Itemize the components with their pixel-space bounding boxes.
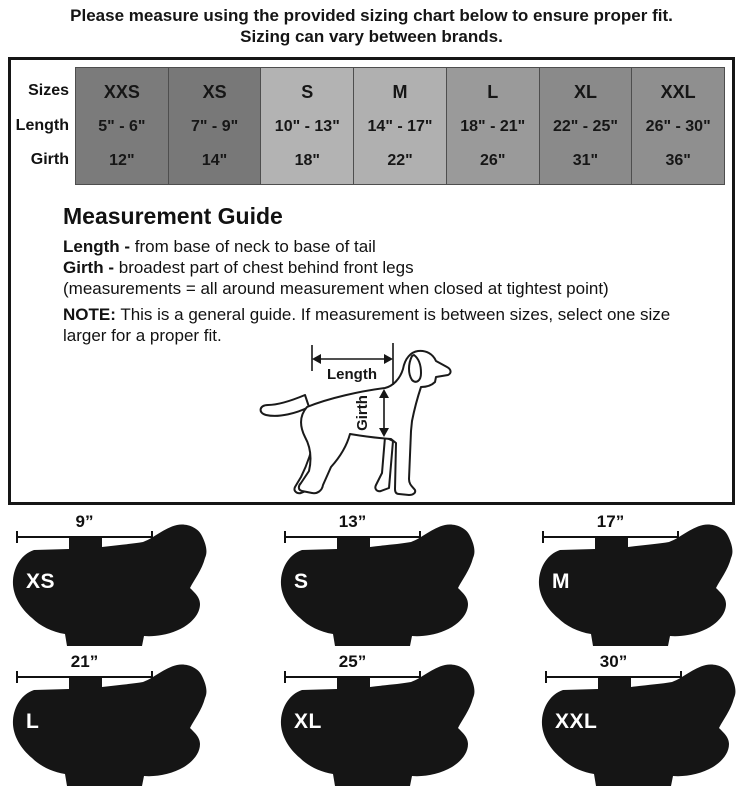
size-L-girth: 26"	[480, 152, 506, 169]
coat-size-tag-M: M	[552, 570, 570, 593]
size-S-girth: 18"	[294, 152, 320, 169]
measurement-guide	[63, 203, 711, 346]
guide-parenthetical: (measurements = all around measurement when closed at tightest point)	[63, 279, 609, 298]
table-row-label-length: Length	[15, 117, 69, 134]
size-XXL-girth: 36"	[665, 152, 691, 169]
size-XS-size: XS	[202, 81, 227, 102]
guide-girth-desc: broadest part of chest behind front legs	[118, 258, 414, 277]
guide-note-desc: This is a general guide. If measurement is between sizes, select one size larger for a proper fit.	[63, 305, 671, 345]
size-S-size: S	[301, 81, 314, 102]
coat-size-tag-L: L	[26, 710, 40, 733]
coat-back-length-XL: 25”	[338, 652, 367, 671]
coat-cell-L	[12, 650, 222, 790]
coat-silhouette-L	[12, 662, 209, 788]
size-column-XXS	[75, 67, 169, 185]
guide-girth-term: Girth -	[63, 258, 114, 277]
size-table-columns	[75, 67, 725, 185]
size-XS-length: 7" - 9"	[190, 118, 239, 135]
coat-cell-XL	[280, 650, 490, 790]
size-XXL-size: XXL	[660, 81, 696, 102]
guide-length-term: Length -	[63, 237, 131, 256]
coats-grid	[0, 505, 743, 781]
dog-length-label: Length	[327, 366, 377, 383]
size-XXS-size: XXS	[103, 81, 140, 102]
size-M-girth: 22"	[387, 152, 413, 169]
coat-back-length-S: 13”	[338, 512, 367, 531]
size-XS-girth: 14"	[201, 152, 228, 169]
size-column-XL	[540, 67, 633, 185]
guide-note	[63, 304, 711, 346]
size-column-L	[447, 67, 540, 185]
dog-measurement-diagram	[255, 341, 455, 499]
size-column-S	[261, 67, 354, 185]
size-XL-length: 22" - 25"	[552, 118, 618, 135]
coat-back-length-XXL: 30”	[599, 652, 628, 671]
coat-back-length-M: 17”	[596, 512, 625, 531]
size-XL-girth: 31"	[572, 152, 599, 169]
coat-silhouette-S	[280, 522, 477, 648]
coat-back-length-XS: 9”	[75, 512, 94, 531]
size-XXS-girth: 12"	[109, 152, 135, 169]
size-XL-size: XL	[573, 81, 597, 102]
size-M-length: 14" - 17"	[367, 118, 433, 135]
guide-length-desc: from base of neck to base of tail	[134, 237, 376, 256]
coat-cell-XXL	[541, 650, 743, 790]
coat-size-tag-XL: XL	[294, 710, 322, 733]
size-L-size: L	[487, 81, 499, 102]
size-XXL-length: 26" - 30"	[645, 118, 711, 135]
size-M-size: M	[392, 81, 408, 102]
coat-size-tag-XS: XS	[26, 570, 56, 593]
size-XXS-length: 5" - 6"	[98, 118, 146, 135]
size-S-length: 10" - 13"	[274, 118, 340, 135]
dog-far-front-leg	[375, 437, 393, 491]
table-row-label-girth: Girth	[30, 151, 69, 168]
dog-tail	[261, 395, 309, 416]
size-L-length: 18" - 21"	[460, 118, 526, 135]
header-instructions	[0, 5, 743, 47]
size-column-M	[354, 67, 447, 185]
measurement-guide-title: Measurement Guide	[63, 203, 283, 229]
coat-cell-M	[538, 510, 743, 650]
guide-note-term: NOTE:	[63, 305, 116, 324]
coat-size-tag-S: S	[294, 570, 309, 593]
sizing-chart-box	[8, 57, 735, 505]
header-line2: Sizing can vary between brands.	[240, 27, 503, 46]
table-row-label-sizes: Sizes	[28, 82, 69, 99]
coat-back-length-L: 21”	[70, 652, 99, 671]
coat-cell-XS	[12, 510, 222, 650]
size-column-XXL	[632, 67, 725, 185]
guide-girth-line	[63, 257, 711, 278]
coat-cell-S	[280, 510, 490, 650]
coat-size-tag-XXL: XXL	[555, 710, 598, 733]
guide-length-line	[63, 236, 711, 257]
size-column-XS	[169, 67, 262, 185]
header-line1: Please measure using the provided sizing chart below to ensure proper fit.	[70, 6, 673, 25]
dog-girth-label: Girth	[354, 395, 371, 431]
